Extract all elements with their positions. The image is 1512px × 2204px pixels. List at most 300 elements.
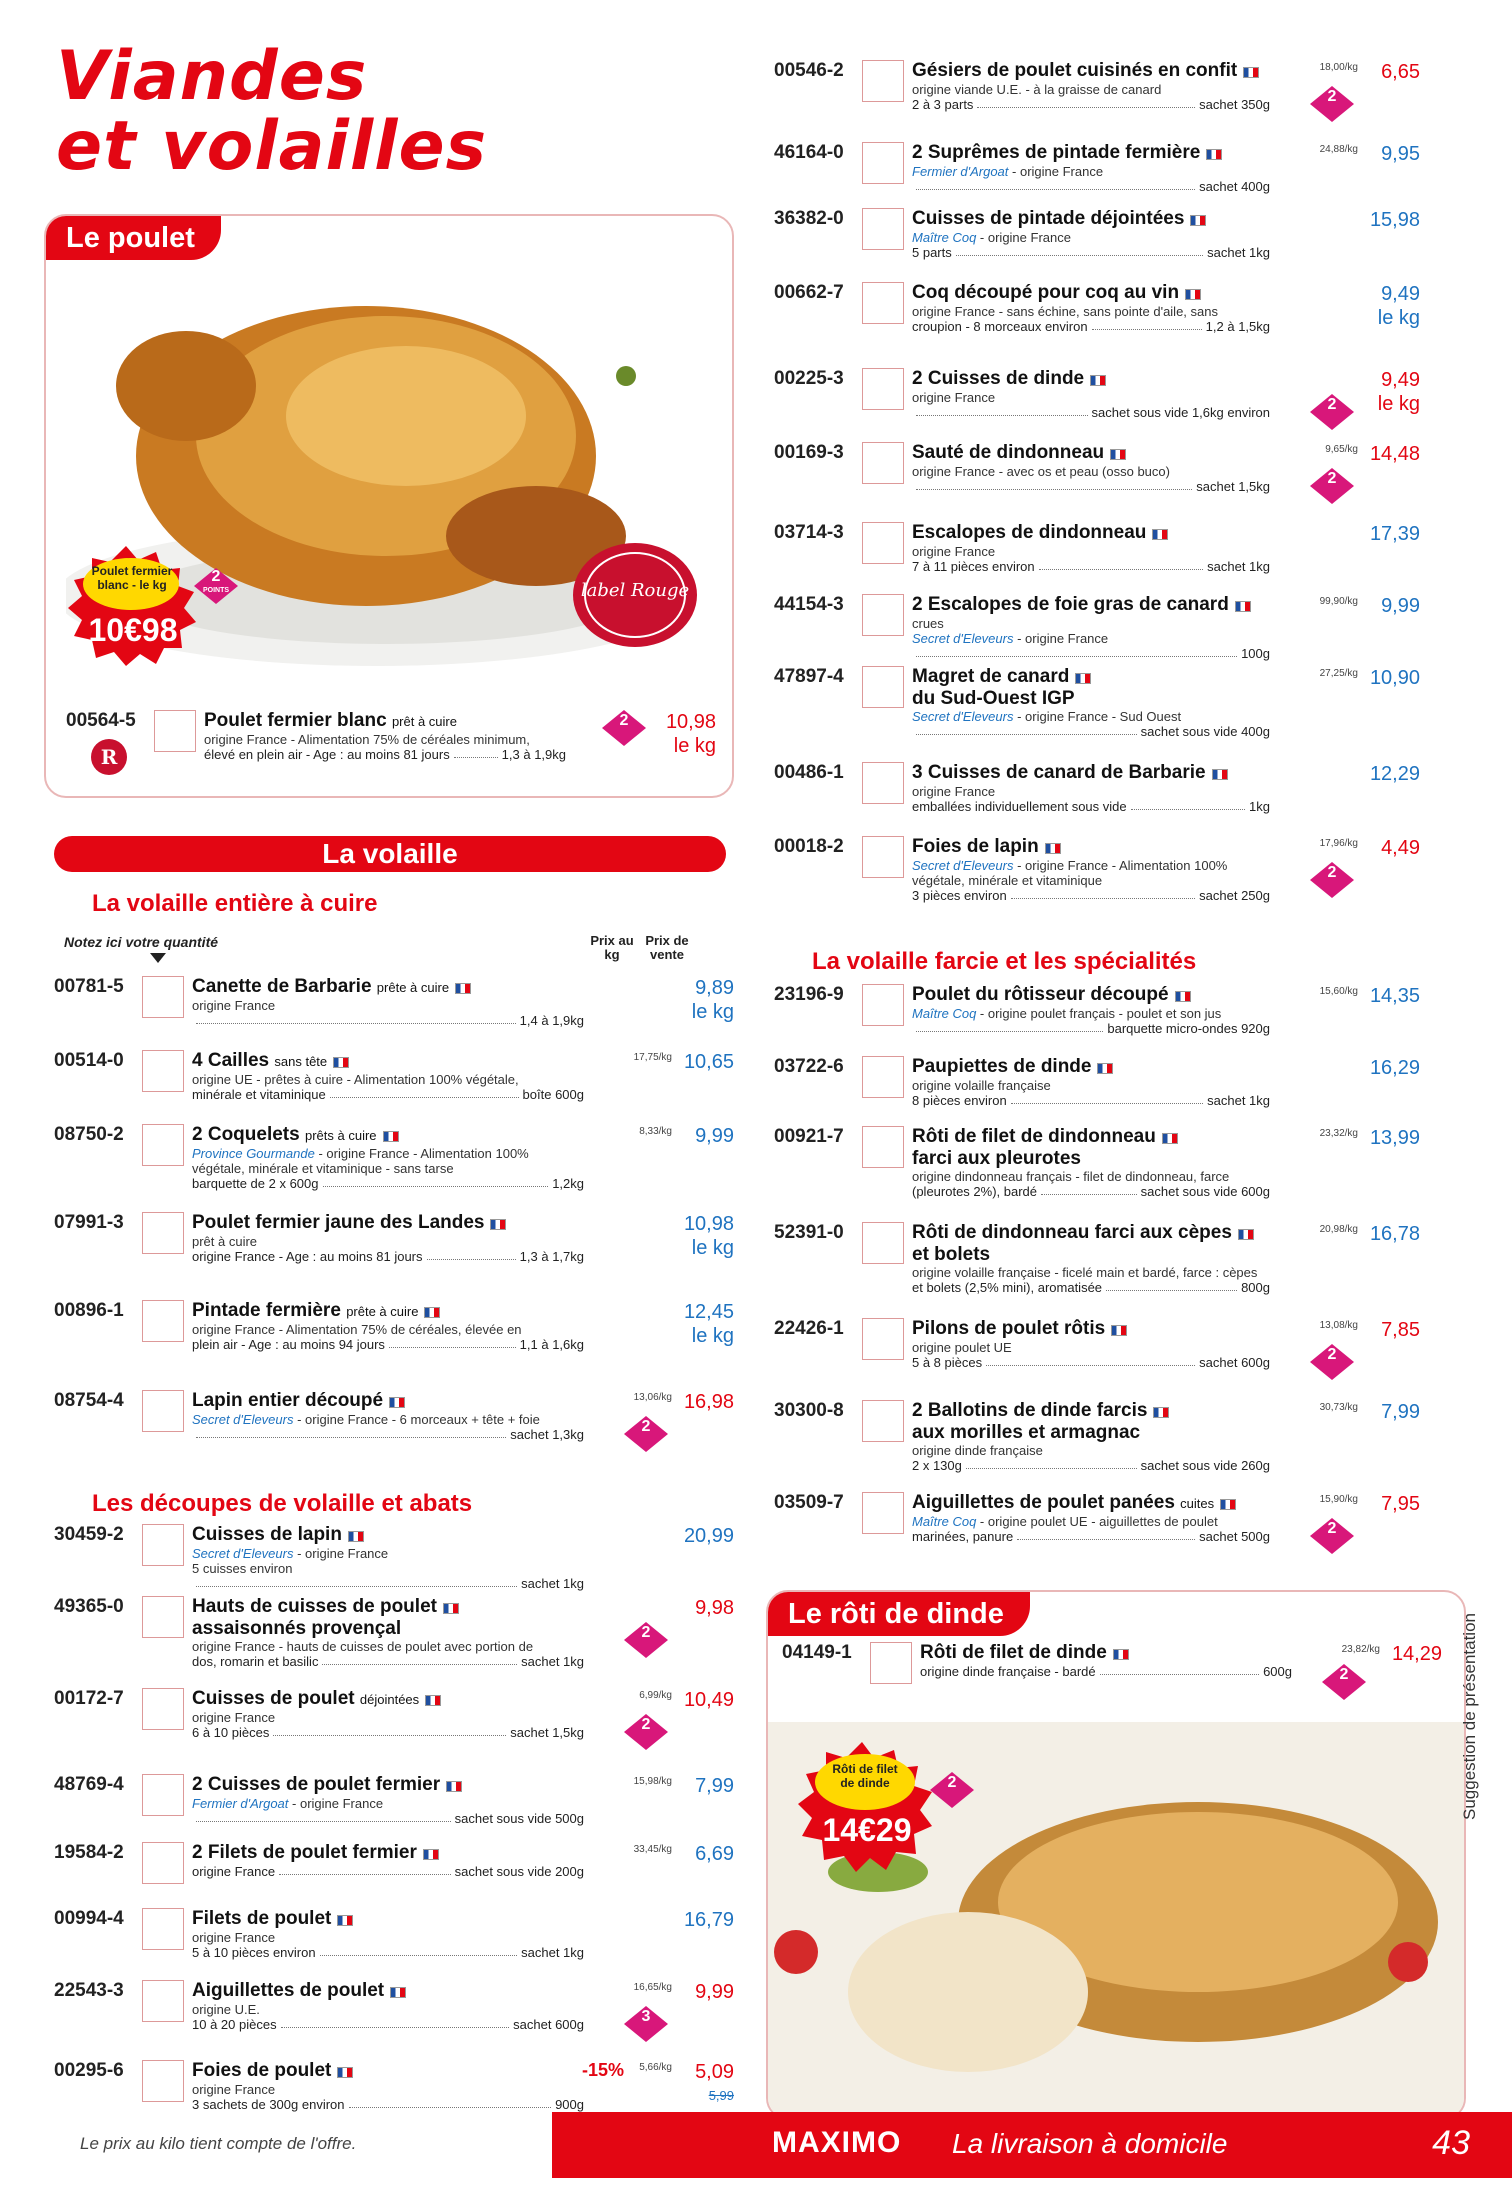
price-per-kg: 17,96/kg [1319, 838, 1358, 849]
price-per-kg: 27,25/kg [1319, 668, 1358, 679]
product-price: 10,98 le kg [683, 1213, 734, 1259]
product-pack: 1,1 à 1,6kg [519, 1337, 584, 1352]
quantity-input[interactable] [142, 1842, 184, 1884]
price-per-kg: 8,33/kg [639, 1126, 672, 1137]
product-brand: Fermier d'Argoat [192, 1796, 289, 1811]
product-info: 5 à 8 pièces [912, 1355, 983, 1370]
quantity-input[interactable] [142, 1524, 184, 1566]
product-pack: 100g [1241, 646, 1270, 661]
product-origin: origine France - avec os et peau (osso buco) [912, 464, 1170, 479]
product-pack: sachet 1kg [521, 1945, 584, 1960]
origin-flag-icon [1152, 523, 1171, 544]
product-price: 7,99 [695, 1775, 734, 1797]
points-badge: 2 [1322, 1664, 1366, 1700]
product-origin: origine U.E. [192, 2002, 260, 2017]
quantity-input[interactable] [862, 666, 904, 708]
product-pack: barquette micro-ondes 920g [1107, 1021, 1270, 1036]
roti-box-tab: Le rôti de dinde [768, 1592, 1030, 1636]
quantity-input[interactable] [142, 976, 184, 1018]
product-code: 00514-0 [54, 1050, 124, 1071]
product-price: 15,98 [1369, 209, 1420, 231]
product-row [54, 1212, 734, 1292]
product-code: 03722-6 [774, 1056, 844, 1077]
product-pack: 1,3 à 1,9kg [501, 747, 566, 762]
product-pack: sachet sous vide 500g [454, 1811, 584, 1826]
product-price: 16,29 [1369, 1057, 1420, 1079]
quantity-input[interactable] [142, 1596, 184, 1638]
product-info: 10 à 20 pièces [192, 2017, 277, 2032]
quantity-input[interactable] [862, 1318, 904, 1360]
quantity-input[interactable] [142, 2060, 184, 2102]
col-prix-vente: Prix de vente [645, 933, 689, 962]
product-info: 3 pièces environ [912, 888, 1007, 903]
quantity-input[interactable] [862, 60, 904, 102]
quantity-input[interactable] [862, 1126, 904, 1168]
product-name: Filets de poulet [192, 1908, 332, 1929]
product-origin: origine volaille française - ficelé main et bardé, farce : cèpes [912, 1265, 1258, 1280]
product-pack: 600g [1263, 1664, 1292, 1679]
product-row [774, 762, 1420, 842]
price-per-kg: 33,45/kg [633, 1844, 672, 1855]
product-code: 00169-3 [774, 442, 844, 463]
origin-flag-icon [446, 1775, 465, 1796]
product-price: 9,99 [695, 1981, 734, 2003]
quantity-input[interactable] [862, 142, 904, 184]
product-code: 00018-2 [774, 836, 844, 857]
quantity-input[interactable] [862, 1222, 904, 1264]
product-pack: sachet sous vide 600g [1140, 1184, 1270, 1199]
product-info: origine France [192, 1864, 276, 1879]
origin-flag-icon [1185, 283, 1204, 304]
product-info: 8 pièces environ [912, 1093, 1007, 1108]
quantity-input[interactable] [862, 762, 904, 804]
quantity-input[interactable] [862, 368, 904, 410]
quantity-input[interactable] [862, 1056, 904, 1098]
points-badge: 2 [1310, 1344, 1354, 1380]
product-code: 00994-4 [54, 1908, 124, 1929]
product-row [774, 984, 1420, 1064]
product-code: 03714-3 [774, 522, 844, 543]
quantity-input[interactable] [142, 1980, 184, 2022]
price-per-kg: 99,90/kg [1319, 596, 1358, 607]
product-origin: origine viande U.E. - à la graisse de canard [912, 82, 1162, 97]
product-pack: sachet 1,5kg [510, 1725, 584, 1740]
points-badge: 3 [624, 2006, 668, 2042]
product-origin: origine France - Alimentation 75% de céréales minimum, [204, 732, 530, 747]
product-name: 2 Cuisses de dinde [912, 368, 1085, 389]
product-name-suffix: sans tête [274, 1054, 328, 1069]
quantity-input[interactable] [142, 1390, 184, 1432]
quantity-input[interactable] [862, 836, 904, 878]
origin-flag-icon [1206, 143, 1225, 164]
product-name: 2 Coquelets [192, 1124, 300, 1145]
quantity-input[interactable] [142, 1212, 184, 1254]
product-origin: prêt à cuire [192, 1234, 258, 1249]
product-price: 9,95 [1381, 143, 1420, 165]
product-name: Sauté de dindonneau [912, 442, 1105, 463]
product-name: Gésiers de poulet cuisinés en confit [912, 60, 1238, 81]
quantity-input[interactable] [862, 522, 904, 564]
origin-flag-icon [383, 1125, 402, 1146]
product-row [774, 208, 1420, 288]
svg-text:R: R [100, 745, 118, 769]
product-row [774, 1400, 1420, 1480]
product-code: 52391-0 [774, 1222, 844, 1243]
product-row [774, 368, 1420, 448]
product-name: Canette de Barbarie [192, 976, 372, 997]
price-per-kg: 5,66/kg [639, 2062, 672, 2073]
product-row [774, 666, 1420, 746]
product-price: 14,48 [1369, 443, 1420, 465]
product-price: 14,35 [1369, 985, 1420, 1007]
product-name-suffix: prête à cuire [346, 1304, 419, 1319]
quantity-input[interactable] [862, 1400, 904, 1442]
product-name: Pilons de poulet rôtis [912, 1318, 1106, 1339]
product-brand: Secret d'Eleveurs [912, 858, 1014, 873]
product-price: 9,99 [695, 1125, 734, 1147]
section-farcie-title: La volaille farcie et les spécialités [812, 948, 1197, 975]
origin-flag-icon [425, 1689, 444, 1710]
product-origin: origine poulet UE [912, 1340, 1012, 1355]
product-origin: - origine France - 6 morceaux + tête + foie [293, 1412, 540, 1427]
product-info: 6 à 10 pièces [192, 1725, 270, 1740]
product-code: 00662-7 [774, 282, 844, 303]
product-info: 5 parts [912, 245, 952, 260]
origin-flag-icon [424, 1301, 443, 1322]
product-price: 9,98 [695, 1597, 734, 1619]
quantity-input[interactable] [870, 1642, 912, 1684]
product-price: 16,79 [683, 1909, 734, 1931]
product-code: 49365-0 [54, 1596, 124, 1617]
product-origin: origine volaille française [912, 1078, 1051, 1093]
product-name: Hauts de cuisses de poulet [192, 1596, 437, 1617]
product-row [54, 1980, 734, 2060]
product-pack: sachet 1kg [521, 1576, 584, 1591]
product-row [774, 1492, 1420, 1572]
footer-note: Le prix au kilo tient compte de l'offre. [80, 2134, 357, 2153]
product-price: 7,85 [1381, 1319, 1420, 1341]
product-code: 48769-4 [54, 1774, 124, 1795]
quantity-input[interactable] [142, 1908, 184, 1950]
product-name: Pintade fermière [192, 1300, 341, 1321]
product-name: Paupiettes de dinde [912, 1056, 1092, 1077]
quantity-input[interactable] [154, 710, 196, 752]
product-code: 08754-4 [54, 1390, 124, 1411]
product-name: Lapin entier découpé [192, 1390, 384, 1411]
product-name: 4 Cailles [192, 1050, 270, 1071]
product-info: barquette de 2 x 600g [192, 1176, 319, 1191]
quantity-input[interactable] [142, 1300, 184, 1342]
quantity-input[interactable] [862, 594, 904, 636]
product-info: origine dinde française - bardé [920, 1664, 1096, 1679]
product-info: marinées, panure [912, 1529, 1014, 1544]
product-info: dos, romarin et basilic [192, 1654, 319, 1669]
origin-flag-icon [1235, 595, 1254, 616]
product-pack: sachet 500g [1199, 1529, 1270, 1544]
product-info: origine France - Age : au moins 81 jours [192, 1249, 423, 1264]
product-name-line2: farci aux pleurotes [912, 1148, 1081, 1169]
origin-flag-icon [1045, 837, 1064, 858]
product-code: 22426-1 [774, 1318, 844, 1339]
product-pack: sachet 600g [513, 2017, 584, 2032]
quantity-input[interactable] [142, 1688, 184, 1730]
product-row [66, 710, 716, 790]
product-code: 07991-3 [54, 1212, 124, 1233]
product-row [774, 1222, 1420, 1302]
product-price: 7,95 [1381, 1493, 1420, 1515]
product-origin: origine France [192, 1930, 276, 1945]
origin-flag-icon [1190, 209, 1209, 230]
quantity-input[interactable] [142, 1774, 184, 1816]
product-origin: origine dindonneau français - filet de dindonneau, farce [912, 1169, 1230, 1184]
product-name-suffix: déjointées [359, 1692, 420, 1707]
origin-flag-icon [423, 1843, 442, 1864]
product-pack: sachet 400g [1199, 179, 1270, 194]
product-price: 16,98 [683, 1391, 734, 1413]
product-row [54, 1908, 734, 1988]
product-brand: Maître Coq [912, 1006, 977, 1021]
roti-box [766, 1590, 1466, 2120]
product-origin: origine France - Alimentation 75% de céréales, élevée en [192, 1322, 522, 1337]
price-per-kg: 30,73/kg [1319, 1402, 1358, 1413]
points-badge: 2 [1310, 86, 1354, 122]
product-name: Poulet fermier jaune des Landes [192, 1212, 485, 1233]
burst-label: Poulet fermier blanc - le kg [91, 564, 173, 592]
quantity-input[interactable] [862, 1492, 904, 1534]
product-pack: 1,2kg [552, 1176, 584, 1191]
product-name: Coq découpé pour coq au vin [912, 282, 1180, 303]
product-price: 10,65 [683, 1051, 734, 1073]
product-origin: origine France [192, 2082, 276, 2097]
product-origin: origine France [912, 390, 996, 405]
product-origin: - origine France - Sud Ouest [1013, 709, 1182, 724]
product-pack: 800g [1241, 1280, 1270, 1295]
burst-price: 14€29 [822, 1812, 912, 1848]
price-per-kg: 20,98/kg [1319, 1224, 1358, 1235]
product-pack: sachet 1,3kg [510, 1427, 584, 1442]
product-origin: - origine poulet UE - aiguillettes de poulet [976, 1514, 1218, 1529]
product-name: Magret de canard [912, 666, 1070, 687]
product-price: 17,39 [1369, 523, 1420, 545]
product-name-line2: et bolets [912, 1244, 991, 1265]
product-code: 00546-2 [774, 60, 844, 81]
product-brand: Maître Coq [912, 1514, 977, 1529]
product-name: Rôti de filet de dindonneau [912, 1126, 1156, 1147]
product-code: 00781-5 [54, 976, 124, 997]
product-origin: origine France - sans échine, sans pointe d'aile, sans [912, 304, 1218, 319]
product-code: 00486-1 [774, 762, 844, 783]
product-origin: - origine France [976, 230, 1071, 245]
label-rouge-logo: label Rouge [570, 540, 700, 650]
price-per-kg: 13,06/kg [633, 1392, 672, 1403]
points-badge: 2 POINTS [194, 568, 238, 604]
product-pack: sachet 600g [1199, 1355, 1270, 1370]
quantity-input[interactable] [142, 1050, 184, 1092]
poulet-box-tab: Le poulet [46, 216, 221, 260]
product-price: 10,90 [1369, 667, 1420, 689]
origin-flag-icon [1097, 1057, 1116, 1078]
product-origin: origine France [192, 998, 276, 1013]
product-pack: sachet 1,5kg [1196, 479, 1270, 494]
product-row [774, 594, 1420, 674]
product-code: 00295-6 [54, 2060, 124, 2081]
product-brand: Fermier d'Argoat [912, 164, 1009, 179]
origin-flag-icon [443, 1597, 462, 1618]
product-pack: sachet 250g [1199, 888, 1270, 903]
product-pack: sachet sous vide 260g [1140, 1458, 1270, 1473]
origin-flag-icon [1175, 985, 1194, 1006]
product-price: 4,49 [1381, 837, 1420, 859]
footer-tagline: La livraison à domicile [952, 2128, 1228, 2159]
product-origin: origine dinde française [912, 1443, 1043, 1458]
product-info: 2 à 3 parts [912, 97, 974, 112]
product-info: 5 à 10 pièces environ [192, 1945, 316, 1960]
price-per-kg: 18,00/kg [1319, 62, 1358, 73]
points-badge: 2 [1310, 862, 1354, 898]
product-row [774, 442, 1420, 522]
product-brand: Secret d'Eleveurs [912, 631, 1014, 646]
product-pack: sachet 1kg [1207, 245, 1270, 260]
product-name-suffix: prêt à cuire [391, 714, 457, 729]
quantity-input[interactable] [862, 984, 904, 1026]
product-origin: crues [912, 616, 944, 631]
product-pack: sachet sous vide 200g [454, 1864, 584, 1879]
product-code: 46164-0 [774, 142, 844, 163]
product-code: 19584-2 [54, 1842, 124, 1863]
product-name: Foies de lapin [912, 836, 1039, 857]
product-row [54, 1390, 734, 1470]
product-origin: végétale, minérale et vitaminique [912, 873, 1103, 888]
product-name: Rôti de dindonneau farci aux cèpes [912, 1222, 1232, 1243]
product-code: 36382-0 [774, 208, 844, 229]
col-prix-kg: Prix au kg [590, 933, 634, 962]
product-code: 04149-1 [782, 1642, 852, 1663]
product-info: 3 sachets de 300g environ [192, 2097, 345, 2112]
product-name-suffix: prête à cuire [376, 980, 450, 995]
product-name-suffix: prêts à cuire [304, 1128, 377, 1143]
product-code: 00896-1 [54, 1300, 124, 1321]
product-info: et bolets (2,5% mini), aromatisée [912, 1280, 1103, 1295]
product-brand: Secret d'Eleveurs [912, 709, 1014, 724]
price-per-kg: 15,60/kg [1319, 986, 1358, 997]
product-code: 00172-7 [54, 1688, 124, 1709]
section-entiere-title: La volaille entière à cuire [92, 890, 378, 917]
product-price: 9,49 le kg [1377, 283, 1420, 329]
product-row [54, 976, 734, 1056]
product-price: 9,89 le kg [691, 977, 734, 1023]
origin-flag-icon [389, 1391, 408, 1412]
product-code: 08750-2 [54, 1124, 124, 1145]
section-bar-volaille: La volaille [54, 836, 726, 872]
product-row [54, 1524, 734, 1604]
points-badge: 2 [624, 1416, 668, 1452]
product-name: 3 Cuisses de canard de Barbarie [912, 762, 1206, 783]
product-row [54, 1050, 734, 1130]
product-origin: origine UE - prêtes à cuire - Alimentation 100% végétale, [192, 1072, 519, 1087]
quantity-input[interactable] [862, 282, 904, 324]
product-info: 2 x 130g [912, 1458, 962, 1473]
product-name-line2: assaisonnés provençal [192, 1618, 402, 1639]
points-badge: 2 [1310, 394, 1354, 430]
product-brand: Province Gourmande [192, 1146, 315, 1161]
price-burst-poulet [66, 546, 256, 666]
origin-flag-icon [337, 1909, 356, 1930]
product-origin: - origine France [288, 1796, 384, 1811]
product-pack: 1,3 à 1,7kg [519, 1249, 584, 1264]
quantity-note: Notez ici votre quantité [64, 934, 219, 950]
product-price: 6,65 [1381, 61, 1420, 83]
product-price: 10,49 [683, 1689, 734, 1711]
product-price: 5,09 5,99 [674, 2060, 734, 2108]
section-decoupes-title: Les découpes de volaille et abats [92, 1490, 473, 1517]
product-code: 23196-9 [774, 984, 844, 1005]
product-name: Escalopes de dindonneau [912, 522, 1147, 543]
price-per-kg: 9,65/kg [1325, 444, 1358, 455]
product-row [774, 282, 1420, 362]
discount-badge: -15% [581, 2060, 624, 2080]
product-info: croupion - 8 morceaux environ [912, 319, 1088, 334]
product-row [774, 1056, 1420, 1136]
product-code: 03509-7 [774, 1492, 844, 1513]
product-code: 00225-3 [774, 368, 844, 389]
product-row [54, 1124, 734, 1204]
price-per-kg: 16,65/kg [633, 1982, 672, 1993]
product-row [54, 1300, 734, 1380]
product-name: Cuisses de poulet [192, 1688, 355, 1709]
quantity-input[interactable] [142, 1124, 184, 1166]
origin-flag-icon [455, 977, 474, 998]
product-origin: - origine France - Alimentation 100% [1013, 858, 1228, 873]
product-pack: 900g [555, 2097, 584, 2112]
product-info: élevé en plein air - Age : au moins 81 jours [204, 747, 450, 762]
quantity-input[interactable] [862, 208, 904, 250]
product-pack: boîte 600g [522, 1087, 584, 1102]
product-code: 22543-3 [54, 1980, 124, 2001]
product-brand: Secret d'Eleveurs [192, 1546, 294, 1561]
quantity-arrow-icon [150, 953, 166, 963]
product-origin: origine France [192, 1710, 276, 1725]
quantity-input[interactable] [862, 442, 904, 484]
product-code: 47897-4 [774, 666, 844, 687]
product-pack: sachet 1kg [1207, 559, 1270, 574]
points-badge: 2 [930, 1772, 974, 1808]
product-name: 2 Escalopes de foie gras de canard [912, 594, 1229, 615]
product-pack: 1,4 à 1,9kg [519, 1013, 584, 1028]
price-per-kg: 6,99/kg [639, 1690, 672, 1701]
origin-flag-icon [1110, 443, 1129, 464]
product-origin: origine France [912, 544, 996, 559]
product-origin: origine France - hauts de cuisses de poulet avec portion de [192, 1639, 534, 1654]
origin-flag-icon [1153, 1401, 1172, 1422]
product-brand: Secret d'Eleveurs [192, 1412, 294, 1427]
product-name: 2 Suprêmes de pintade fermière [912, 142, 1201, 163]
product-pack: sachet 1kg [1207, 1093, 1270, 1108]
product-price: 9,49 le kg [1377, 369, 1420, 415]
page-title: Viandes et volailles [56, 37, 488, 186]
product-pack: 1kg [1249, 799, 1270, 814]
burst-label: Rôti de filet de dinde [832, 1762, 898, 1790]
product-name: Rôti de filet de dinde [920, 1642, 1107, 1663]
origin-flag-icon [1238, 1223, 1257, 1244]
product-name: Aiguillettes de poulet [192, 1980, 385, 2001]
price-per-kg: 24,88/kg [1319, 144, 1358, 155]
product-name: Poulet fermier blanc [204, 710, 387, 731]
origin-flag-icon [1212, 763, 1231, 784]
product-code: 30459-2 [54, 1524, 124, 1545]
product-price: 13,99 [1369, 1127, 1420, 1149]
price-burst-roti [798, 1742, 998, 1882]
product-row [774, 522, 1420, 602]
